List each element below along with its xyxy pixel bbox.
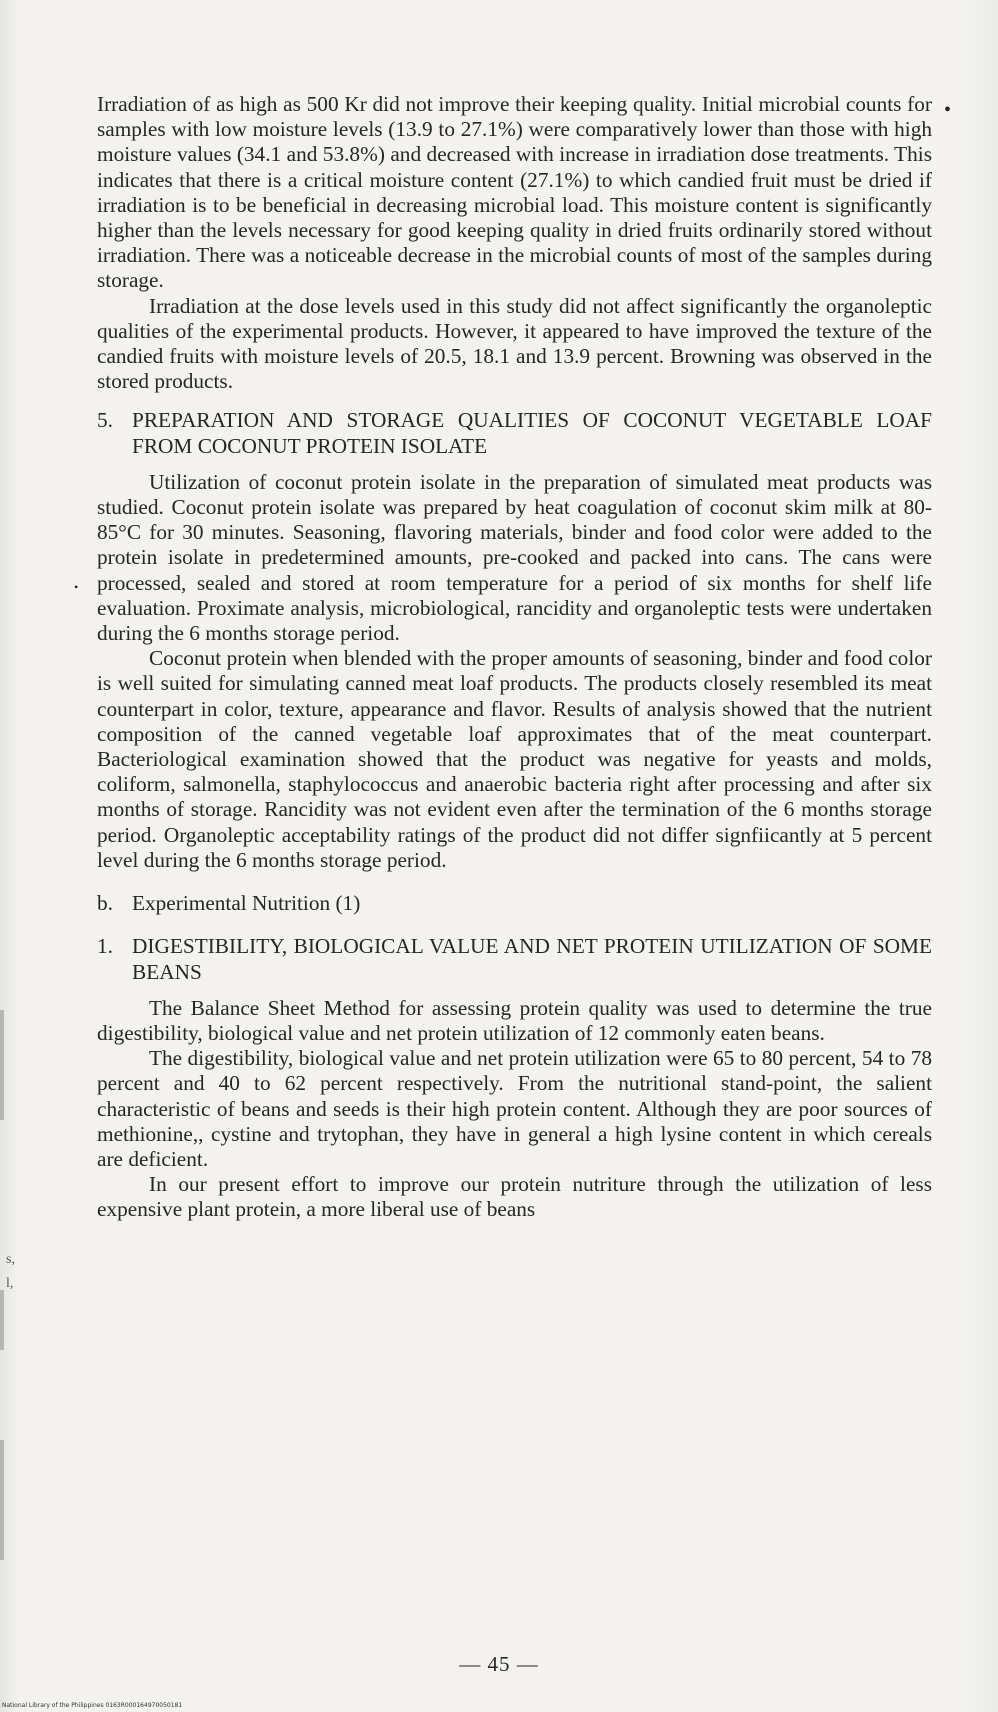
margin-dot-icon: • [944, 99, 952, 121]
section-title: PREPARATION AND STORAGE QUALITIES OF COCONUT VEGETABLE LOAF FROM COCONUT PROTEIN ISOLATE [132, 408, 932, 458]
margin-mark: l, [6, 1276, 14, 1291]
binding-shadow [0, 1010, 4, 1120]
section-title: DIGESTIBILITY, BIOLOGICAL VALUE AND NET PROTEIN UTILIZATION OF SOME BEANS [132, 934, 932, 984]
margin-dot-icon: • [74, 580, 79, 594]
paragraph: Irradiation of as high as 500 Kr did not improve their keeping quality. Initial microbial counts for samples with low moisture levels (13.9 to 27.1%) were comparatively lower than those with high moisture values (34.1 and 53.8%) and decreased with increase in irradiation dose treatments. This indicates that there is a critical moisture content (27.1%) to which candied fruit must be dried if irradiation is to be beneficial in decreasing microbial load. This moisture content is significantly higher than the levels necessary for good keeping quality in dried fruits ordinarily stored without irradiation. There was a noticeable decrease in the microbial counts of most of the samples during storage. [97, 92, 932, 293]
section-heading-1 [97, 934, 932, 984]
paragraph: The Balance Sheet Method for assessing protein quality was used to determine the true digestibility, biological value and net protein utilization of 12 commonly eaten beans. [97, 995, 932, 1045]
subsection-title: Experimental Nutrition (1) [132, 891, 361, 916]
binding-shadow [0, 1440, 4, 1560]
section-heading-5 [97, 408, 932, 458]
paragraph: Irradiation at the dose levels used in this study did not affect significantly the organoleptic qualities of the experimental products. However, it appeared to have improved the texture of the candied fruits with moisture levels of 20.5, 18.1 and 13.9 percent. Browning was observed in the stored products. [97, 293, 932, 394]
paragraph: In our present effort to improve our protein nutriture through the utilization of less expensive plant protein, a more liberal use of beans [97, 1172, 932, 1222]
subsection-number: b. [97, 891, 113, 916]
body-text [97, 92, 932, 1223]
paragraph: Utilization of coconut protein isolate in the preparation of simulated meat products was studied. Coconut protein isolate was prepared by heat coagulation of coconut skim milk at 80-85°C for 30 minutes. Seasoning, flavoring materials, binder and food color were added to the protein isolate in predetermined amounts, pre-cooked and packed into cans. The cans were processed, sealed and stored at room temperature for a period of six months for shelf life evaluation. Proximate analysis, microbiological, rancidity and organoleptic tests were undertaken during the 6 months storage period. [97, 469, 932, 646]
binding-shadow [0, 1290, 4, 1350]
section-number: 1. [97, 934, 113, 959]
page-number: — 45 — [459, 1652, 539, 1676]
paragraph: The digestibility, biological value and net protein utilization were 65 to 80 percent, 54 to 78 percent and 40 to 62 percent respectively. From the nutritional stand-point, the salient characteristic of beans and seeds is their high protein content. Although they are poor sources of methionine,, cystine and trytophan, they have in general a high lysine content in which cereals are deficient. [97, 1046, 932, 1171]
section-number: 5. [97, 408, 113, 433]
margin-mark: s, [6, 1252, 15, 1267]
subsection-heading-b [97, 891, 932, 916]
paragraph: Coconut protein when blended with the proper amounts of seasoning, binder and food color is well suited for simulating canned meat loaf products. The products closely resembled its meat counterpart in color, texture, appearance and flavor. Results of analysis showed that the nutrient composition of the canned vegetable loaf approximates that of the meat counterpart. Bacteriological examination showed that the product was negative for yeasts and molds, coliform, salmonella, staphylococcus and anaerobic bacteria right after processing and after six months of storage. Rancidity was not evident even after the termination of the 6 months storage period. Organoleptic acceptability ratings of the product did not differ signfiicantly at 5 percent level during the 6 months storage period. [97, 646, 932, 872]
library-stamp: National Library of the Philippines 0163R000164970050181 [2, 1702, 183, 1709]
